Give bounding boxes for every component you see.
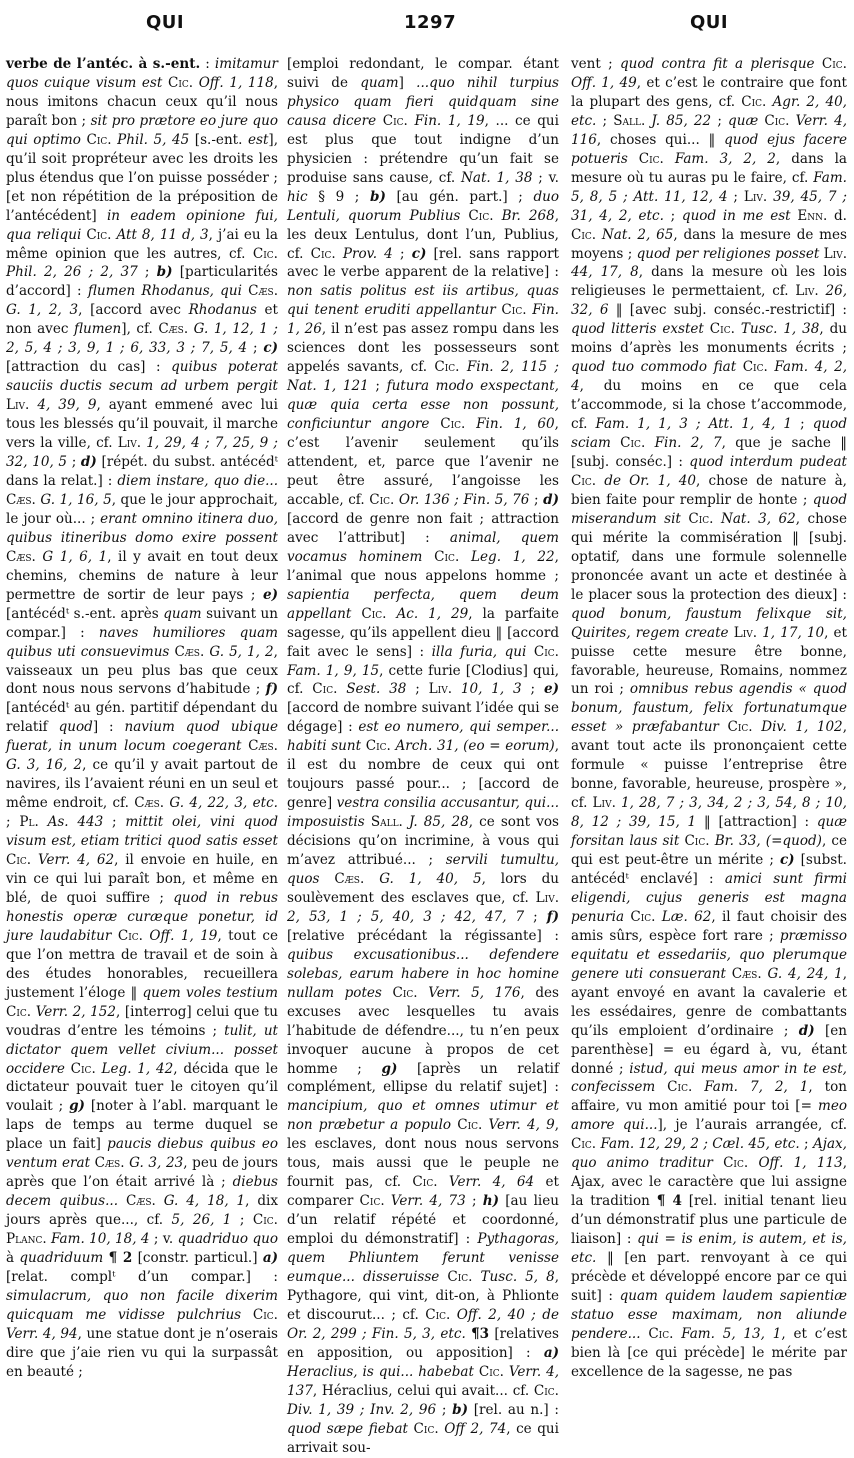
column-2-text: [emploi redondant, le compar. étant suivi de quam] ...quo nihil turpius physico quam fieri quidquam sine causa dicere Cic. Fin. 1, 19, ... ce qui est plus que tout indigne d’un physicien : prétendre qu’un fait se produise sans cause, cf. Nat. 1, 38 ; v. hic § 9 ; b) [au gén. part.] ; duo Lentuli, quorum Publius Cic. Br. 268, les deux Lentulus, dont l’un, Publius, cf. Cic. Prov. 4 ; c) [rel. sans rapport avec le verbe apparent de la relative] : non satis politus est iis artibus, quas qui tenent eruditi appellantur Cic. Fin. 1, 26, il n’est pas assez rompu dans les sciences dont les possesseurs sont appelés savants, cf. Cic. Fin. 2, 115 ; Nat. 1, 121 ; futura modo exspectant, quæ quia certa esse non possunt, conficiuntur angore Cic. Fin. 1, 60, c’est l’avenir seulement qu’ils attendent, et, parce que l’avenir ne peut être assuré, l’angoisse les accable, cf. Cic. Or. 136 ; Fin. 5, 76 ; d) [accord de genre non fait ; attraction avec l’attribut] : animal, quem vocamus hominem Cic. Leg. 1, 22, l’animal que nous appelons homme ; sapientia perfecta, quem deum appellant Cic. Ac. 1, 29, la parfaite sagesse, qu’ils appellent dieu ‖ [accord fait avec le sens] : illa furia, qui Cic. Fam. 1, 9, 15, cette furie [Clodius] qui, cf. Cic. Sest. 38 ; Liv. 10, 1, 3 ; e) [accord de nombre suivant l’idée qui se dégage] : est eo numero, qui semper... habiti sunt Cic. Arch. 31, (eo = eorum), il est du nombre de ceux qui ont toujours passé pour... ; [accord de genre] vestra consilia accusantur, qui... imposuistis Sall. J. 85, 28, ce sont vos décisions qu’on incrimine, à vous qui m’avez attribué... ; servili tumultu, quos Cæs. G. 1, 40, 5, lors du soulèvement des esclaves que, cf. Liv. 2, 53, 1 ; 5, 40, 3 ; 42, 47, 7 ; f) [relative précédant la régissante] : quibus excusationibus... defendere solebas, earum habere in hoc homine nullam potes Cic. Verr. 5, 176, des excuses avec lesquelles tu avais l’habitude de défendre..., tu n’en peux invoquer aucune à propos de cet homme ; g) [après un relatif complément, ellipse du relatif sujet] : mancipium, quo et omnes utimur et non præbetur a populo Cic. Verr. 4, 9, les esclaves, dont nous nous servons tous, mais aussi que le peuple ne fournit pas, cf. Cic. Verr. 4, 64 et comparer Cic. Verr. 4, 73 ; h) [au lieu d’un relatif répété et coordonné, emploi du démonstratif] : Pythagoras, quem Phliuntem ferunt venisse eumque... disseruisse Cic. Tusc. 5, 8, Pythagore, qui vint, dit-on, à Phlionte et discourut... ; cf. Cic. Off. 2, 40 ; de Or. 2, 299 ; Fin. 5, 3, etc. ¶3 [relatives en apposition, ou apposition] : a) Heraclius, is qui... habebat Cic. Verr. 4, 137, Héraclius, celui qui avait... cf. Cic. Div. 1, 39 ; Inv. 2, 96 ; b) [rel. au n.] : quod sæpe fiebat Cic. Off 2, 74, ce qui arrivait sou-	[287, 56, 560, 1456]
left-running-headword: QUI	[146, 12, 185, 33]
dictionary-column-1	[6, 55, 279, 1380]
column-1-text: verbe de l’antéc. à s.-ent. : imitamur quos cuique visum est Cic. Off. 1, 118, nous imitons chacun ceux qu’il nous paraît bon ; sit pro prætore eo jure quo qui optimo Cic. Phil. 5, 45 [s.-ent. est], qu’il soit propréteur avec les droits les plus étendus que l’on puisse posséder ; [et non répétition de la préposition de l’antécédent] in eadem opinione fui, qua reliqui Cic. Att 8, 11 d, 3, j’ai eu la même opinion que les autres, cf. Cic. Phil. 2, 26 ; 2, 37 ; b) [particularités d’accord] : flumen Rhodanus, qui Cæs. G. 1, 2, 3, [accord avec Rhodanus et non avec flumen], cf. Cæs. G. 1, 12, 1 ; 2, 5, 4 ; 3, 9, 1 ; 6, 33, 3 ; 7, 5, 4 ; c) [attraction du cas] : quibus poterat sauciis ductis secum ad urbem pergit Liv. 4, 39, 9, ayant emmené avec lui tous les blessés qu’il pouvait, il marche vers la ville, cf. Liv. 1, 29, 4 ; 7, 25, 9 ; 32, 10, 5 ; d) [répét. du subst. antécédᵗ dans la relat.] : diem instare, quo die... Cæs. G. 1, 16, 5, que le jour approchait, le jour où... ; erant omnino itinera duo, quibus itineribus domo exire possent Cæs. G 1, 6, 1, il y avait en tout deux chemins, chemins de nature à leur permettre de sortir de leur pays ; e) [antécédᵗ s.-ent. après quam suivant un compar.] : naves humiliores quam quibus uti consuevimus Cæs. G. 5, 1, 2, vaisseaux un peu plus bas que ceux dont nous nous servons d’habitude ; f) [antécédᵗ au gén. partitif dépendant du relatif quod] : navium quod ubique fuerat, in unum locum coegerant Cæs. G. 3, 16, 2, ce qu’il y avait partout de navires, ils l’avaient réuni en un seul et même endroit, cf. Cæs. G. 4, 22, 3, etc. ; Pl. As. 443 ; mittit olei, vini quod visum est, etiam tritici quod satis esset Cic. Verr. 4, 62, il envoie en huile, en vin ce qui lui paraît bon, et même en blé, de quoi suffire ; quod in rebus honestis operæ curæque ponetur, id jure laudabitur Cic. Off. 1, 19, tout ce que l’on mettra de travail et de soin à des études honorables, recueillera justement l’éloge ‖ quem voles testium Cic. Verr. 2, 152, [interrog] celui que tu voudras d’entre les témoins ; tulit, ut dictator quem vellet civium... posset occidere Cic. Leg. 1, 42, décida que le dictateur pouvait tuer le citoyen qu’il voulait ; g) [noter à l’abl. marquant le laps de temps au terme duquel se place un fait] paucis diebus quibus eo ventum erat Cæs. G. 3, 23, peu de jours après que l’on était arrivé là ; diebus decem quibus... Cæs. G. 4, 18, 1, dix jours après que..., cf. 5, 26, 1 ; Cic. Planc. Fam. 10, 18, 4 ; v. quadriduo quo à quadriduum ¶ 2 [constr. particul.] a) [relat. complᵗ d’un compar.] : simulacrum, quo non facile dixerim quicquam me vidisse pulchrius Cic. Verr. 4, 94, une statue dont je n’oserais dire que j’aie rien vu qui la surpassât en beauté ;	[6, 56, 279, 1380]
right-running-headword: QUI	[690, 12, 729, 33]
page-number: 1297	[404, 12, 457, 33]
page-header	[0, 12, 854, 42]
dictionary-column-2	[287, 55, 560, 1456]
column-3-text: vent ; quod contra fit a plerisque Cic. Off. 1, 49, et c’est le contraire que font la plupart des gens, cf. Cic. Agr. 2, 40, etc. ; Sall. J. 85, 22 ; quæ Cic. Verr. 4, 116, choses qui... ‖ quod ejus facere potueris Cic. Fam. 3, 2, 2, dans la mesure où tu auras pu le faire, cf. Fam. 5, 8, 5 ; Att. 11, 12, 4 ; Liv. 39, 45, 7 ; 31, 4, 2, etc. ; quod in me est Enn. d. Cic. Nat. 2, 65, dans la mesure de mes moyens ; quod per religiones posset Liv. 44, 17, 8, dans la mesure où les lois religieuses le permettaient, cf. Liv. 26, 32, 6 ‖ [avec subj. conséc.-restrictif] : quod litteris exstet Cic. Tusc. 1, 38, du moins d’après les monuments écrits ; quod tuo commodo fiat Cic. Fam. 4, 2, 4, du moins en ce que cela t’accommode, si la chose t’accommode, cf. Fam. 1, 1, 3 ; Att. 1, 4, 1 ; quod sciam Cic. Fin. 2, 7, que je sache ‖ [subj. conséc.] : quod interdum pudeat Cic. de Or. 1, 40, chose de nature à, bien faite pour remplir de honte ; quod miserandum sit Cic. Nat. 3, 62, chose qui mérite la commisération ‖ [subj. optatif, dans une formule solennelle prononcée avant un acte et destinée à le placer sous la protection des dieux] : quod bonum, faustum felixque sit, Quirites, regem create Liv. 1, 17, 10, et puisse cette mesure être bonne, favorable, heureuse, Romains, nommez un roi ; omnibus rebus agendis « quod bonum, faustum, felix fortunatumque esset » præfabantur Cic. Div. 1, 102, avant tout acte ils prononçaient cette formule « puisse l’entreprise être bonne, favorable, heureuse, prospère », cf. Liv. 1, 28, 7 ; 3, 34, 2 ; 3, 54, 8 ; 10, 8, 12 ; 39, 15, 1 ‖ [attraction] : quæ forsitan laus sit Cic. Br. 33, (=quod), ce qui est peut-être un mérite ; c) [subst. antécédᵗ enclavé] : amici sunt firmi eligendi, cujus generis est magna penuria Cic. Læ. 62, il faut choisir des amis sûrs, espèce fort rare ; præmisso equitatu et essedariis, quo plerumque genere uti consuerant Cæs. G. 4, 24, 1, ayant envoyé en avant la cavalerie et les essédaires, genre de combattants qu’ils emploient d’ordinaire ; d) [en parenthèse] = eu égard à, vu, étant donné ; istud, qui meus amor in te est, confecissem Cic. Fam. 7, 2, 1, ton affaire, vu mon amitié pour toi [= meo amore qui...], je l’aurais arrangée, cf. Cic. Fam. 12, 29, 2 ; Cæl. 45, etc. ; Ajax, quo animo traditur Cic. Off. 1, 113, Ajax, avec le caractère que lui assigne la tradition ¶ 4 [rel. initial tenant lieu d’un démonstratif plus une particule de liaison] : qui = is enim, is autem, et is, etc. ‖ [en part. renvoyant à ce qui précède et développé encore par ce qui suit] : quam quidem laudem sapientiæ statuo esse maximam, non aliunde pendere... Cic. Fam. 5, 13, 1, et c’est bien là [ce qui précède] le mérite par excellence de la sagesse, ne pas	[571, 56, 848, 1380]
dictionary-column-3	[571, 55, 848, 1380]
